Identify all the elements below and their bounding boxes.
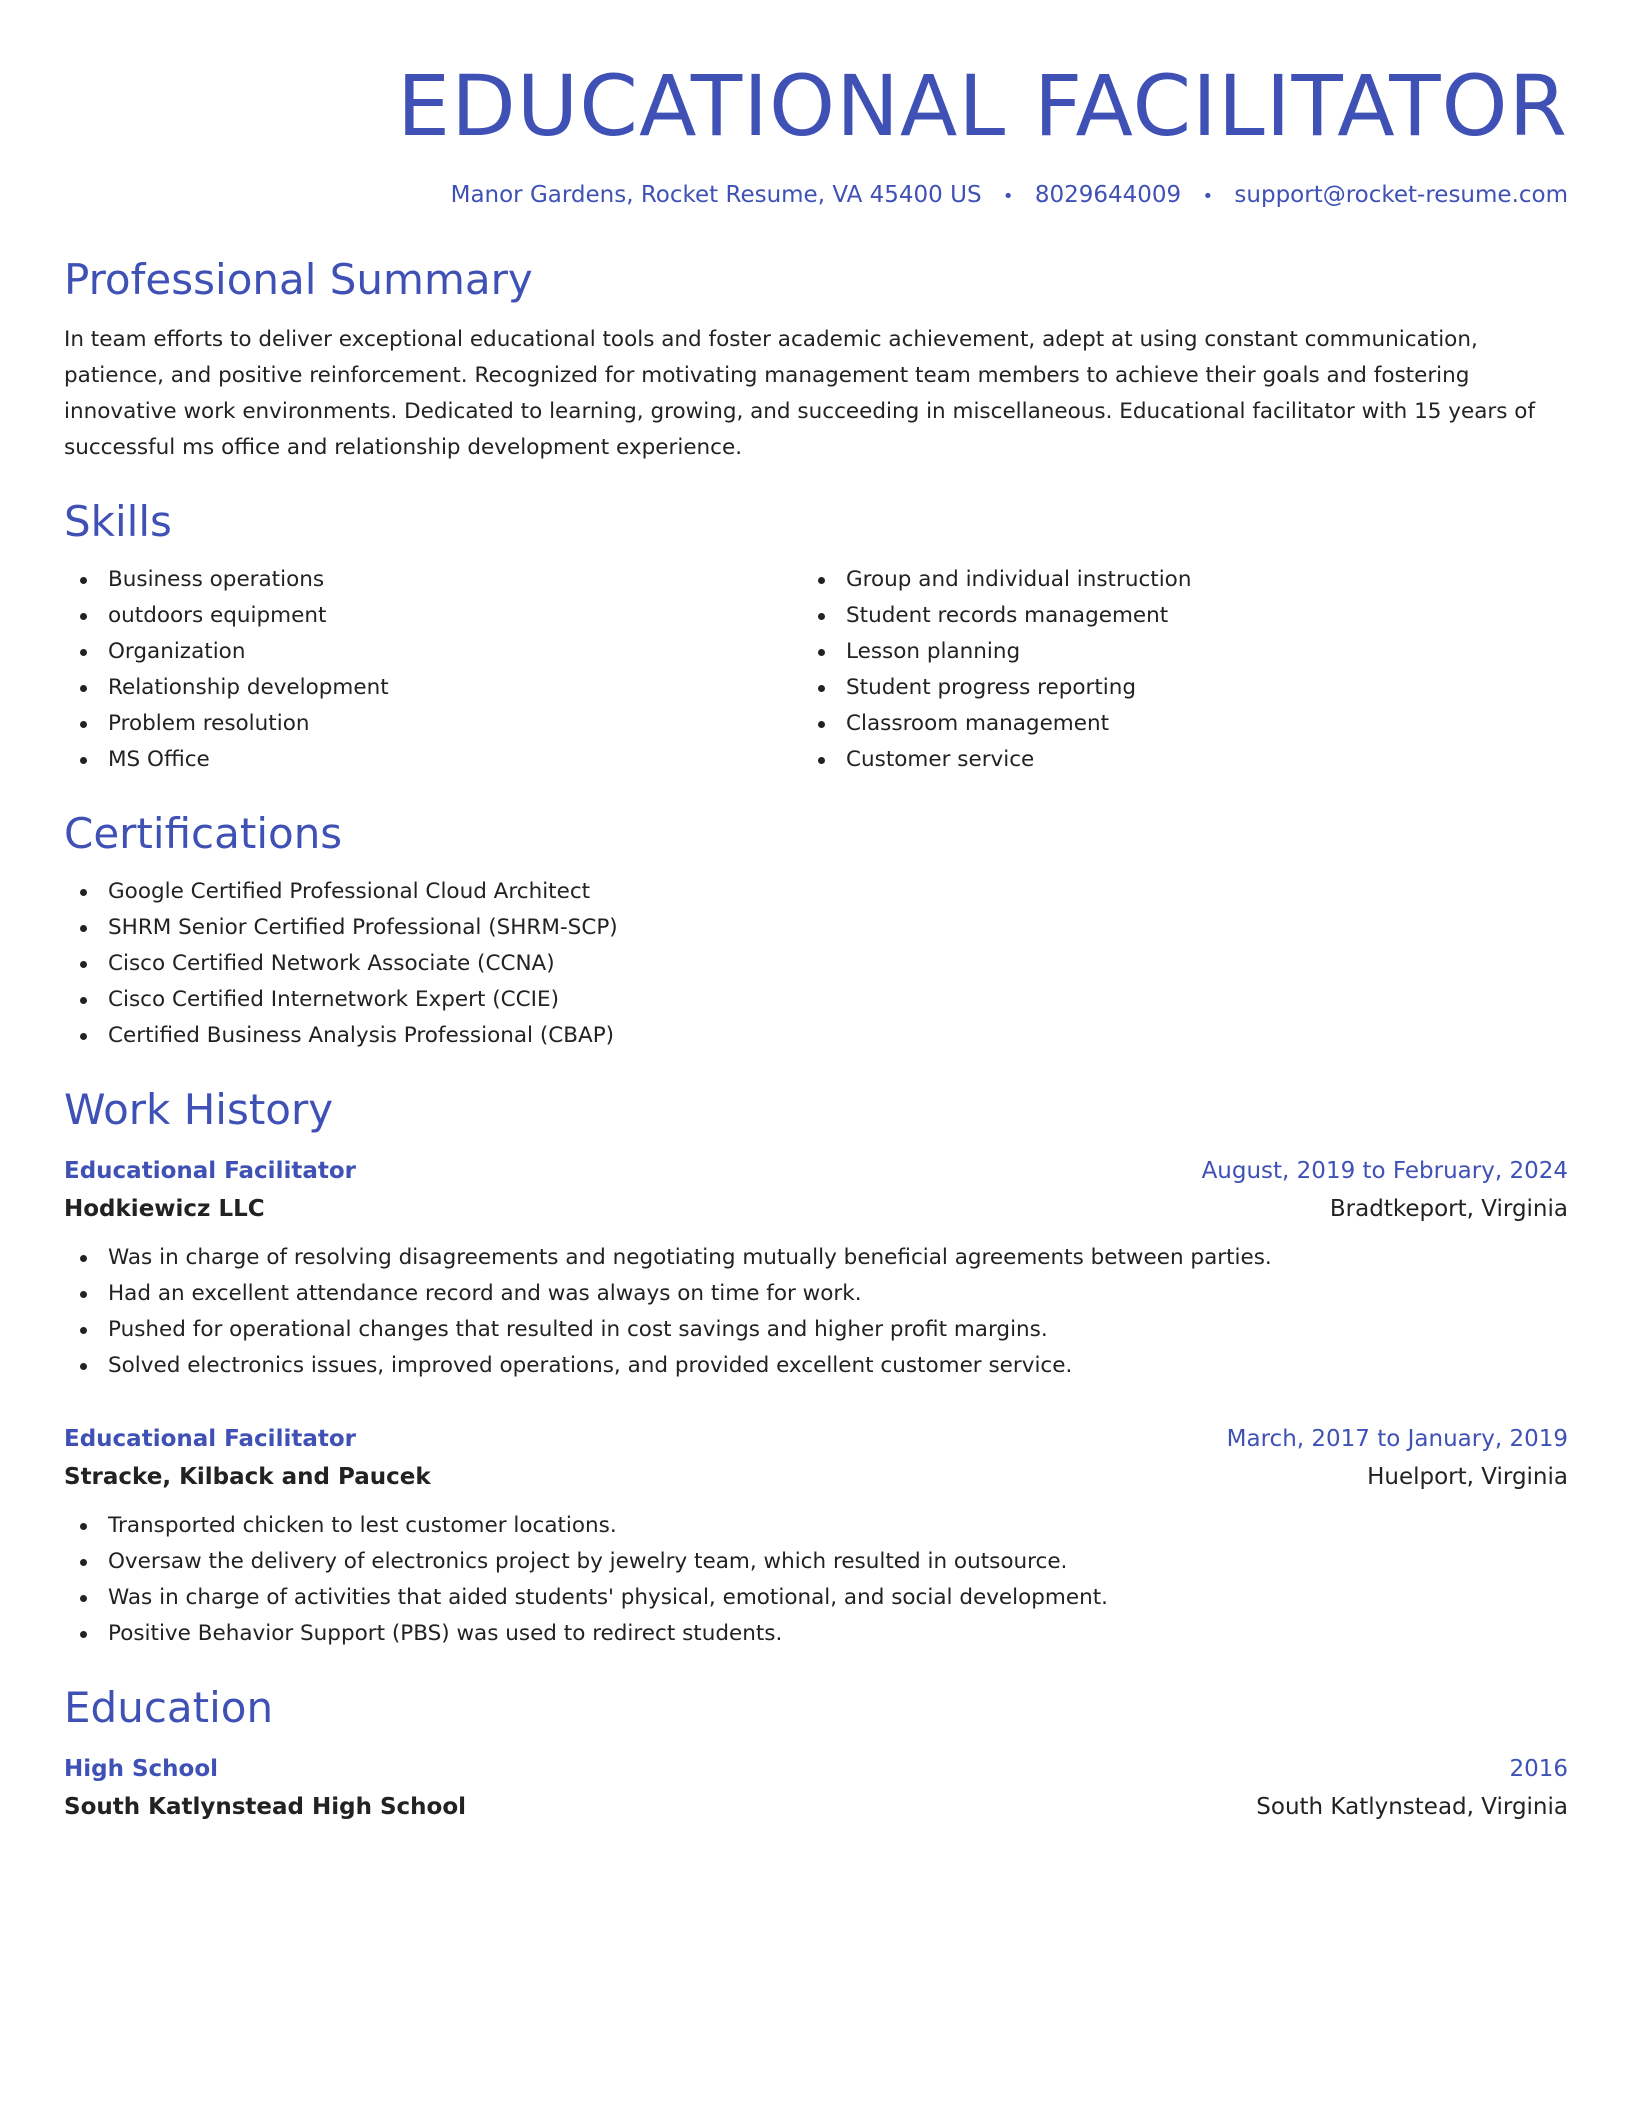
bullet-icon bbox=[80, 721, 87, 728]
bullet-icon bbox=[818, 721, 825, 728]
school-location: South Katlynstead, Virginia bbox=[1256, 1794, 1568, 1820]
skills-section bbox=[64, 494, 1568, 778]
graduation-year: 2016 bbox=[1509, 1756, 1568, 1782]
bullet-icon bbox=[80, 1327, 87, 1334]
job-duty-item: Transported chicken to lest customer locations. bbox=[64, 1508, 1568, 1544]
bullet-icon bbox=[80, 1363, 87, 1370]
skills-column-left bbox=[64, 562, 802, 778]
bullet-icon bbox=[80, 1523, 87, 1530]
skill-item: Lesson planning bbox=[802, 634, 1540, 670]
bullet-icon bbox=[80, 577, 87, 584]
skill-item: outdoors equipment bbox=[64, 598, 802, 634]
job-dates: August, 2019 to February, 2024 bbox=[1201, 1158, 1568, 1184]
job-duty-item: Positive Behavior Support (PBS) was used to redirect students. bbox=[64, 1616, 1568, 1652]
skill-item: Student records management bbox=[802, 598, 1540, 634]
bullet-icon bbox=[80, 649, 87, 656]
bullet-icon bbox=[80, 613, 87, 620]
job-duty-item: Was in charge of resolving disagreements and negotiating mutually beneficial agreements between parties. bbox=[64, 1240, 1568, 1276]
contact-phone: 8029644009 bbox=[1034, 182, 1182, 208]
section-title: Professional Summary bbox=[64, 255, 533, 304]
certification-item: SHRM Senior Certified Professional (SHRM-SCP) bbox=[64, 910, 1568, 946]
section-title: Skills bbox=[64, 497, 172, 546]
skills-grid bbox=[64, 562, 1568, 778]
contact-separator: • bbox=[1202, 186, 1214, 207]
section-title: Education bbox=[64, 1683, 274, 1732]
section-title: Certifications bbox=[64, 809, 343, 858]
bullet-icon bbox=[80, 925, 87, 932]
job-duty-item: Had an excellent attendance record and was always on time for work. bbox=[64, 1276, 1568, 1312]
bullet-icon bbox=[818, 649, 825, 656]
certification-item: Certified Business Analysis Professional (CBAP) bbox=[64, 1018, 1568, 1054]
job-dates: March, 2017 to January, 2019 bbox=[1226, 1426, 1568, 1452]
job-duty-item: Oversaw the delivery of electronics project by jewelry team, which resulted in outsource. bbox=[64, 1544, 1568, 1580]
bullet-icon bbox=[80, 1033, 87, 1040]
certifications-list bbox=[64, 874, 1568, 1054]
bullet-icon bbox=[818, 577, 825, 584]
resume-header bbox=[64, 0, 1568, 214]
section-title: Work History bbox=[64, 1085, 334, 1134]
bullet-icon bbox=[818, 685, 825, 692]
bullet-icon bbox=[818, 613, 825, 620]
job-location: Huelport, Virginia bbox=[1367, 1464, 1568, 1490]
bullet-icon bbox=[80, 1595, 87, 1602]
bullet-icon bbox=[80, 1559, 87, 1566]
job-duty-item: Solved electronics issues, improved operations, and provided excellent customer service. bbox=[64, 1348, 1568, 1384]
company-name: Hodkiewicz LLC bbox=[64, 1196, 265, 1222]
job-location: Bradtkeport, Virginia bbox=[1329, 1196, 1568, 1222]
bullet-icon bbox=[80, 685, 87, 692]
job-duties bbox=[64, 1508, 1568, 1652]
certification-item: Google Certified Professional Cloud Architect bbox=[64, 874, 1568, 910]
bullet-icon bbox=[80, 997, 87, 1004]
certification-item: Cisco Certified Network Associate (CCNA) bbox=[64, 946, 1568, 982]
skill-item: Problem resolution bbox=[64, 706, 802, 742]
certifications-section bbox=[64, 806, 1568, 1054]
job-entry bbox=[64, 1420, 1568, 1652]
skill-item: Student progress reporting bbox=[802, 670, 1540, 706]
contact-email: support@rocket-resume.com bbox=[1234, 182, 1568, 208]
bullet-icon bbox=[80, 1291, 87, 1298]
school-name: South Katlynstead High School bbox=[64, 1794, 467, 1820]
education-section bbox=[64, 1680, 1568, 1826]
bullet-icon bbox=[80, 1255, 87, 1262]
company-name: Stracke, Kilback and Paucek bbox=[64, 1464, 431, 1490]
job-title: Educational Facilitator bbox=[64, 1426, 356, 1452]
job-duty-item: Was in charge of activities that aided students' physical, emotional, and social development. bbox=[64, 1580, 1568, 1616]
skills-column-right bbox=[802, 562, 1540, 778]
contact-line bbox=[64, 178, 1568, 214]
skill-item: Organization bbox=[64, 634, 802, 670]
skill-item: Customer service bbox=[802, 742, 1540, 778]
bullet-icon bbox=[80, 1631, 87, 1638]
job-title: Educational Facilitator bbox=[64, 1158, 356, 1184]
contact-separator: • bbox=[1002, 186, 1014, 207]
bullet-icon bbox=[818, 757, 825, 764]
education-entry bbox=[64, 1750, 1568, 1826]
degree: High School bbox=[64, 1756, 219, 1782]
skill-item: Classroom management bbox=[802, 706, 1540, 742]
certification-item: Cisco Certified Internetwork Expert (CCIE) bbox=[64, 982, 1568, 1018]
job-duties bbox=[64, 1240, 1568, 1384]
work-history-section bbox=[64, 1082, 1568, 1652]
job-duty-item: Pushed for operational changes that resulted in cost savings and higher profit margins. bbox=[64, 1312, 1568, 1348]
bullet-icon bbox=[80, 961, 87, 968]
professional-summary-section bbox=[64, 252, 1568, 466]
skill-item: MS Office bbox=[64, 742, 802, 778]
job-entry bbox=[64, 1152, 1568, 1384]
skill-item: Group and individual instruction bbox=[802, 562, 1540, 598]
summary-text: In team efforts to deliver exceptional educational tools and foster academic achievement, adept at using constant communication, patience, and positive reinforcement. Recognized for motivating management team members to achieve their goals and fostering innovative work environments. Dedicated to learning, growing, and succeeding in miscellaneous. Educational facilitator with 15 years of successful ms office and relationship development experience. bbox=[64, 327, 1536, 460]
skill-item: Relationship development bbox=[64, 670, 802, 706]
contact-address: Manor Gardens, Rocket Resume, VA 45400 US bbox=[450, 182, 982, 208]
bullet-icon bbox=[80, 757, 87, 764]
candidate-name: EDUCATIONAL FACILITATOR bbox=[397, 57, 1568, 155]
bullet-icon bbox=[80, 889, 87, 896]
skill-item: Business operations bbox=[64, 562, 802, 598]
